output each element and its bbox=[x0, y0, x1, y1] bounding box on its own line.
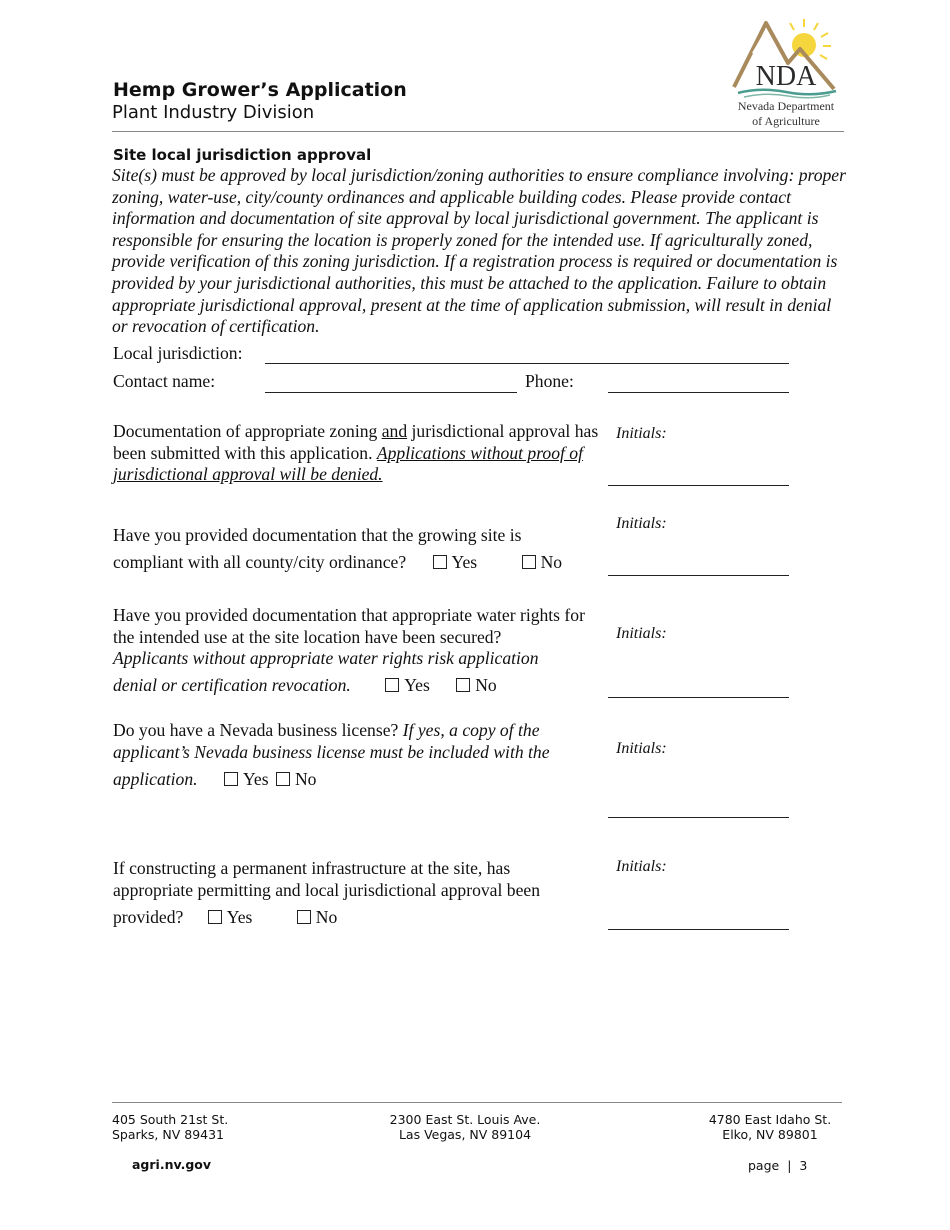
page-label: page bbox=[748, 1158, 780, 1173]
nda-logo bbox=[730, 15, 842, 130]
elko-city: Elko, NV 89801 bbox=[722, 1127, 818, 1142]
contact-name-field[interactable] bbox=[265, 392, 517, 393]
q5-yes-option[interactable] bbox=[208, 907, 253, 929]
initials-field-2[interactable] bbox=[608, 575, 789, 576]
q5-no-checkbox[interactable] bbox=[297, 910, 311, 924]
initials-label-1: Initials: bbox=[616, 425, 667, 442]
q5-no-label: No bbox=[315, 907, 338, 927]
question-ordinance-line1: Have you provided documentation that the growing site is bbox=[113, 525, 522, 545]
initials-field-3[interactable] bbox=[608, 697, 789, 698]
initials-field-1[interactable] bbox=[608, 485, 789, 486]
q5-no-option[interactable] bbox=[297, 907, 338, 929]
footer-address-sparks bbox=[112, 1112, 228, 1142]
q3-no-checkbox[interactable] bbox=[456, 678, 470, 692]
footer-divider bbox=[112, 1102, 842, 1103]
q4-text: Do you have a Nevada business license? bbox=[113, 720, 403, 740]
initials-label-3: Initials: bbox=[616, 625, 667, 642]
q4-yes-label: Yes bbox=[242, 769, 269, 789]
q3-warning-text: denial or certification revocation. bbox=[113, 675, 351, 695]
q2-yes-label: Yes bbox=[451, 552, 478, 572]
q1-warning: Applications without proof of jurisdictional approval will be denied. bbox=[113, 442, 583, 485]
division-subtitle: Plant Industry Division bbox=[112, 102, 315, 123]
q3-warning-line1: Applicants without appropriate water rights risk application bbox=[113, 648, 539, 668]
footer-address-elko bbox=[700, 1112, 840, 1142]
q5-text-end: provided? bbox=[113, 907, 184, 927]
phone-field[interactable] bbox=[608, 392, 789, 393]
section-heading: Site local jurisdiction approval bbox=[113, 146, 372, 164]
q5-yes-label: Yes bbox=[226, 907, 253, 927]
logo-text: NDA bbox=[755, 61, 817, 92]
q4-note: If yes, a copy of the applicant’s Nevada business license must be included with the bbox=[113, 720, 550, 762]
q3-no-label: No bbox=[475, 675, 497, 695]
q5-answer-line bbox=[113, 907, 337, 929]
q4-no-label: No bbox=[294, 769, 317, 789]
q3-no-option[interactable] bbox=[456, 675, 497, 697]
initials-field-5[interactable] bbox=[608, 929, 789, 930]
q1-text-1: Documentation of appropriate zoning bbox=[113, 421, 382, 441]
elko-street: 4780 East Idaho St. bbox=[708, 1112, 832, 1127]
question-infrastructure-permit: If constructing a permanent infrastructure at the site, has appropriate permitting and local jurisdictional approval been bbox=[113, 858, 540, 900]
las-vegas-city: Las Vegas, NV 89104 bbox=[398, 1127, 532, 1142]
header-divider bbox=[112, 131, 844, 132]
q2-yes-checkbox[interactable] bbox=[433, 555, 447, 569]
q5-yes-checkbox[interactable] bbox=[208, 910, 222, 924]
question-ordinance-line2 bbox=[113, 552, 562, 574]
initials-label-5: Initials: bbox=[616, 858, 667, 875]
footer-address-las-vegas bbox=[380, 1112, 550, 1142]
nda-logo-graphic bbox=[730, 15, 842, 130]
local-jurisdiction-field[interactable] bbox=[265, 363, 789, 364]
q2-no-checkbox[interactable] bbox=[522, 555, 536, 569]
q3-warning-line2 bbox=[113, 675, 497, 697]
footer-website-link[interactable]: agri.nv.gov bbox=[132, 1157, 212, 1172]
initials-label-4: Initials: bbox=[616, 740, 667, 757]
q4-yes-checkbox[interactable] bbox=[224, 772, 238, 786]
question-zoning-documentation bbox=[113, 421, 603, 486]
page-number-value: 3 bbox=[799, 1158, 808, 1173]
question-water-rights: Have you provided documentation that appropriate water rights for the intended use at the site location have been secured? bbox=[113, 605, 585, 647]
section-instructions: Site(s) must be approved by local jurisdiction/zoning authorities to ensure compliance involving: proper zoning, water-use, city/county ordinances and applicable building codes. Please provide contact information and documentation of site approval by local jurisdictional government. The applicant is responsible for ensuring the location is properly zoned for the intended use. If agriculturally zoned, provide verification of this zoning jurisdiction. If a registration process is required or documentation is provided by your jurisdictional authorities, this must be attached to the application. Failure to obtain appropriate jurisdictional approval, present at the time of application submission, will result in denial or revocation of certification. bbox=[112, 165, 846, 337]
q3-yes-option[interactable] bbox=[385, 675, 430, 697]
q4-no-option[interactable] bbox=[276, 769, 317, 791]
sparks-city: Sparks, NV 89431 bbox=[112, 1127, 225, 1142]
q2-text: compliant with all county/city ordinance? bbox=[113, 552, 407, 572]
q3-yes-label: Yes bbox=[404, 675, 430, 695]
logo-caption-line2: of Agriculture bbox=[752, 114, 820, 128]
q4-note-end: application. bbox=[113, 769, 198, 789]
initials-field-4[interactable] bbox=[608, 817, 789, 818]
q1-text-and: and bbox=[381, 421, 408, 441]
las-vegas-street: 2300 East St. Louis Ave. bbox=[389, 1112, 541, 1127]
question-business-license bbox=[113, 720, 588, 763]
q2-yes-option[interactable] bbox=[433, 552, 478, 574]
logo-caption-line1: Nevada Department bbox=[737, 99, 835, 113]
q3-yes-checkbox[interactable] bbox=[385, 678, 399, 692]
q4-answer-line bbox=[113, 769, 316, 791]
q1-text-3: jurisdictional approval has been submitted with this application. bbox=[113, 421, 599, 463]
phone-label: Phone: bbox=[525, 371, 574, 391]
document-title: Hemp Grower’s Application bbox=[113, 79, 407, 101]
contact-name-label: Contact name: bbox=[113, 371, 216, 391]
q2-no-option[interactable] bbox=[522, 552, 563, 574]
page-separator: | bbox=[787, 1158, 792, 1173]
local-jurisdiction-label: Local jurisdiction: bbox=[113, 343, 243, 363]
q4-no-checkbox[interactable] bbox=[276, 772, 290, 786]
page-number bbox=[748, 1158, 807, 1173]
sparks-street: 405 South 21st St. bbox=[112, 1112, 229, 1127]
q2-no-label: No bbox=[540, 552, 563, 572]
q4-yes-option[interactable] bbox=[224, 769, 269, 791]
initials-label-2: Initials: bbox=[616, 515, 667, 532]
